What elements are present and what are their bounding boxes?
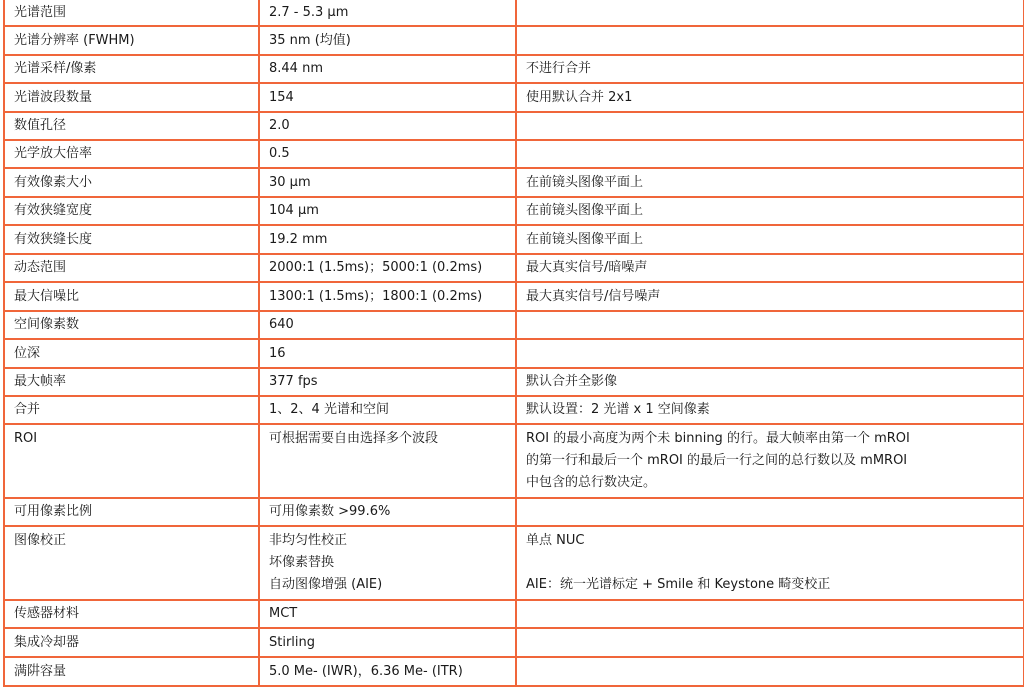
value-cell xyxy=(259,83,516,112)
note-text: 在前镜头图像平面上 xyxy=(526,203,644,218)
note-text: 单点 NUC xyxy=(526,533,585,548)
note-text: 在前镜头图像平面上 xyxy=(526,231,644,247)
table-row xyxy=(4,424,1024,498)
table-row xyxy=(4,0,1024,26)
param-text: 动态范围 xyxy=(14,260,67,275)
note-text: ROI 的最小高度为两个未 binning 的行。最大帧率由第一个 mROI xyxy=(526,431,910,446)
value-text: 640 xyxy=(269,317,294,332)
value-cell xyxy=(259,112,516,140)
param-text: 光谱范围 xyxy=(14,4,67,20)
note-text: 在前镜头图像平面上 xyxy=(526,174,644,190)
value-cell xyxy=(259,600,516,628)
table-row xyxy=(4,26,1024,55)
table-row xyxy=(4,628,1024,657)
value-text: 2.7 - 5.3 µm xyxy=(269,4,349,20)
value-text: 自动图像增强 (AIE) xyxy=(269,577,383,592)
value-text: 35 nm (均值) xyxy=(269,32,351,48)
param-cell xyxy=(4,424,259,498)
param-text: 数值孔径 xyxy=(14,118,67,133)
note-cell xyxy=(516,26,1024,55)
note-text: 默认设置：2 光谱 x 1 空间像素 xyxy=(526,402,710,417)
param-cell xyxy=(4,26,259,55)
param-text: 位深 xyxy=(14,345,41,361)
param-cell xyxy=(4,197,259,225)
param-text: 最大信噪比 xyxy=(14,288,80,304)
value-text: 2000:1 (1.5ms)；5000:1 (0.2ms) xyxy=(269,260,483,275)
value-text: 可根据需要自由选择多个波段 xyxy=(269,431,439,446)
param-text: ROI xyxy=(14,431,38,446)
value-cell xyxy=(259,55,516,83)
note-cell xyxy=(516,140,1024,168)
note-cell xyxy=(516,168,1024,197)
value-cell xyxy=(259,0,516,26)
note-cell xyxy=(516,424,1024,498)
param-cell xyxy=(4,339,259,368)
param-cell xyxy=(4,112,259,140)
value-text: 377 fps xyxy=(269,374,318,389)
table-row xyxy=(4,112,1024,140)
note-cell xyxy=(516,311,1024,339)
value-text: 8.44 nm xyxy=(269,61,323,76)
note-text: AIE：统一光谱标定 + Smile 和 Keystone 畸变校正 xyxy=(526,577,831,592)
table-row xyxy=(4,600,1024,628)
value-cell xyxy=(259,254,516,282)
table-row xyxy=(4,254,1024,282)
table-row xyxy=(4,282,1024,311)
param-cell xyxy=(4,168,259,197)
note-text: 最大真实信号/暗噪声 xyxy=(526,260,648,275)
note-cell xyxy=(516,368,1024,396)
value-text: 可用像素数 >99.6% xyxy=(269,504,391,519)
param-text: 有效狭缝长度 xyxy=(14,231,93,247)
value-text: 16 xyxy=(269,345,286,361)
param-text: 传感器材料 xyxy=(14,606,80,621)
param-cell xyxy=(4,83,259,112)
value-text: 1300:1 (1.5ms)；1800:1 (0.2ms) xyxy=(269,288,483,304)
value-cell xyxy=(259,140,516,168)
param-text: 最大帧率 xyxy=(14,374,67,389)
value-text: 0.5 xyxy=(269,146,290,161)
value-cell xyxy=(259,498,516,526)
param-text: 可用像素比例 xyxy=(14,504,93,519)
param-cell xyxy=(4,396,259,424)
param-cell xyxy=(4,628,259,657)
table-row xyxy=(4,339,1024,368)
value-text: Stirling xyxy=(269,634,316,650)
note-cell xyxy=(516,55,1024,83)
param-text: 光谱分辨率 (FWHM) xyxy=(14,32,135,48)
note-cell xyxy=(516,526,1024,600)
param-cell xyxy=(4,368,259,396)
value-cell xyxy=(259,424,516,498)
param-text: 图像校正 xyxy=(14,533,67,548)
param-cell xyxy=(4,526,259,600)
value-cell xyxy=(259,282,516,311)
table-row xyxy=(4,55,1024,83)
value-cell xyxy=(259,628,516,657)
param-text: 空间像素数 xyxy=(14,317,80,332)
param-text: 光谱波段数量 xyxy=(14,89,93,105)
value-text: 104 µm xyxy=(269,203,319,218)
param-cell xyxy=(4,282,259,311)
param-text: 满阱容量 xyxy=(14,663,67,679)
table-row xyxy=(4,657,1024,686)
table-row xyxy=(4,197,1024,225)
table-row xyxy=(4,225,1024,254)
note-cell xyxy=(516,657,1024,686)
note-cell xyxy=(516,396,1024,424)
value-text: 坏像素替换 xyxy=(269,555,335,570)
note-text: 最大真实信号/信号噪声 xyxy=(526,288,661,304)
note-text: 中包含的总行数决定。 xyxy=(526,475,657,490)
table-row xyxy=(4,526,1024,600)
param-cell xyxy=(4,254,259,282)
note-text: 默认合并全影像 xyxy=(526,374,618,389)
note-cell xyxy=(516,83,1024,112)
note-cell xyxy=(516,628,1024,657)
note-cell xyxy=(516,339,1024,368)
table-row xyxy=(4,498,1024,526)
param-text: 合并 xyxy=(14,402,41,417)
value-text: 2.0 xyxy=(269,118,290,133)
note-text: 的第一行和最后一个 mROI 的最后一行之间的总行数以及 mMROI xyxy=(526,453,908,468)
value-text: 5.0 Me- (IWR)，6.36 Me- (ITR) xyxy=(269,663,463,679)
note-text: 不进行合并 xyxy=(526,61,592,76)
param-text: 集成冷却器 xyxy=(14,634,80,650)
value-cell xyxy=(259,339,516,368)
note-cell xyxy=(516,0,1024,26)
value-text: 非均匀性校正 xyxy=(269,533,348,548)
table-row xyxy=(4,368,1024,396)
param-cell xyxy=(4,55,259,83)
value-cell xyxy=(259,396,516,424)
note-text xyxy=(526,552,1023,574)
value-cell xyxy=(259,225,516,254)
param-text: 光学放大倍率 xyxy=(14,146,93,161)
spec-table xyxy=(3,0,1024,687)
param-cell xyxy=(4,498,259,526)
param-cell xyxy=(4,600,259,628)
note-cell xyxy=(516,498,1024,526)
param-cell xyxy=(4,311,259,339)
note-cell xyxy=(516,112,1024,140)
note-cell xyxy=(516,282,1024,311)
value-cell xyxy=(259,526,516,600)
table-row xyxy=(4,168,1024,197)
value-text: MCT xyxy=(269,606,298,621)
note-cell xyxy=(516,600,1024,628)
table-row xyxy=(4,140,1024,168)
value-cell xyxy=(259,368,516,396)
value-cell xyxy=(259,197,516,225)
value-text: 19.2 mm xyxy=(269,231,328,247)
table-row xyxy=(4,396,1024,424)
param-cell xyxy=(4,225,259,254)
param-cell xyxy=(4,0,259,26)
value-text: 30 µm xyxy=(269,174,311,190)
note-cell xyxy=(516,197,1024,225)
spec-table-body xyxy=(4,0,1024,686)
value-cell xyxy=(259,311,516,339)
note-text: 使用默认合并 2x1 xyxy=(526,89,633,105)
value-cell xyxy=(259,168,516,197)
value-cell xyxy=(259,26,516,55)
table-row xyxy=(4,311,1024,339)
param-text: 有效狭缝宽度 xyxy=(14,203,93,218)
note-cell xyxy=(516,225,1024,254)
table-row xyxy=(4,83,1024,112)
value-text: 1、2、4 光谱和空间 xyxy=(269,402,389,417)
value-text: 154 xyxy=(269,89,294,105)
param-text: 有效像素大小 xyxy=(14,174,93,190)
param-text: 光谱采样/像素 xyxy=(14,61,97,76)
param-cell xyxy=(4,657,259,686)
param-cell xyxy=(4,140,259,168)
value-cell xyxy=(259,657,516,686)
note-cell xyxy=(516,254,1024,282)
